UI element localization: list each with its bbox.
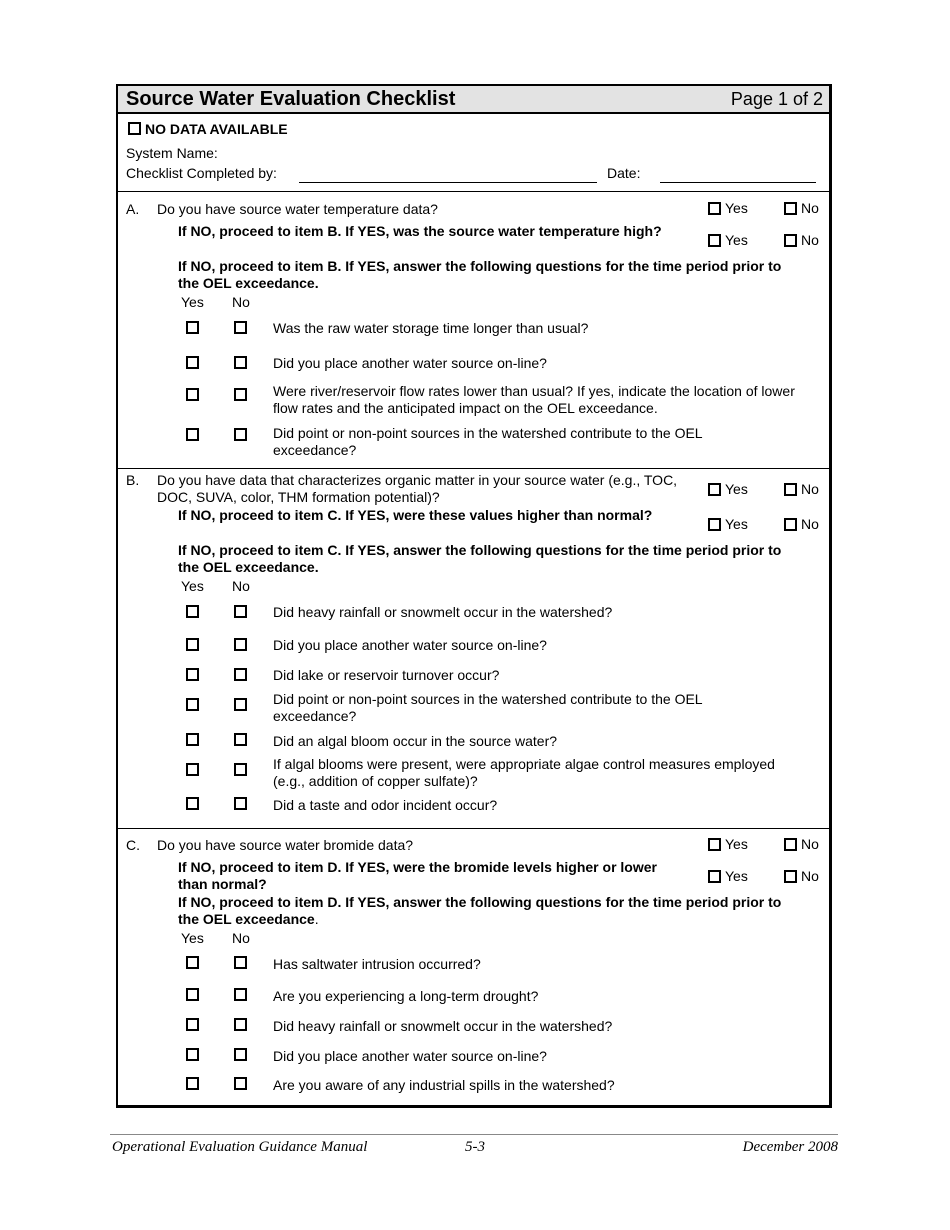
section-b-sub-no-checkbox[interactable] bbox=[784, 518, 797, 531]
no-data-label: NO DATA AVAILABLE bbox=[145, 121, 288, 137]
yes-column-header: Yes bbox=[181, 294, 204, 310]
no-column-header: No bbox=[232, 930, 250, 946]
footer-manual-title: Operational Evaluation Guidance Manual bbox=[112, 1139, 368, 1155]
item-yes-checkbox[interactable] bbox=[186, 733, 199, 746]
yes-label: Yes bbox=[725, 232, 748, 248]
yes-column-header: Yes bbox=[181, 930, 204, 946]
section-c-sub-no-checkbox[interactable] bbox=[784, 870, 797, 883]
section-instruction: If NO, proceed to item B. If YES, answer the following questions for the time period prior to the OEL exceedance. bbox=[178, 258, 782, 291]
checklist-item: Was the raw water storage time longer than usual? bbox=[273, 320, 589, 336]
checklist-form bbox=[116, 84, 832, 1108]
section-a-no-checkbox[interactable] bbox=[784, 202, 797, 215]
item-yes-checkbox[interactable] bbox=[186, 763, 199, 776]
no-label: No bbox=[801, 200, 819, 216]
checklist-item: Did you place another water source on-line? bbox=[273, 637, 547, 653]
item-yes-checkbox[interactable] bbox=[186, 388, 199, 401]
yes-column-header: Yes bbox=[181, 578, 204, 594]
yes-label: Yes bbox=[725, 516, 748, 532]
section-letter: B. bbox=[126, 472, 140, 488]
divider bbox=[118, 828, 829, 829]
item-no-checkbox[interactable] bbox=[234, 605, 247, 618]
no-column-header: No bbox=[232, 578, 250, 594]
section-c-yes-checkbox[interactable] bbox=[708, 838, 721, 851]
item-no-checkbox[interactable] bbox=[234, 1077, 247, 1090]
section-instruction: If NO, proceed to item C. If YES, answer the following questions for the time period prior to the OEL exceedance. bbox=[178, 542, 782, 575]
no-column-header: No bbox=[232, 294, 250, 310]
checklist-item: Did heavy rainfall or snowmelt occur in the watershed? bbox=[273, 1018, 613, 1034]
page-number: Page 1 of 2 bbox=[730, 89, 823, 109]
checklist-item: Did heavy rainfall or snowmelt occur in the watershed? bbox=[273, 604, 613, 620]
checklist-item: Are you aware of any industrial spills in the watershed? bbox=[273, 1077, 615, 1093]
footer-divider bbox=[110, 1134, 838, 1135]
item-yes-checkbox[interactable] bbox=[186, 1018, 199, 1031]
system-name-label: System Name: bbox=[126, 145, 218, 161]
checklist-item: Are you experiencing a long-term drought? bbox=[273, 988, 539, 1004]
checklist-item: Did point or non-point sources in the watershed contribute to the OEL exceedance? bbox=[273, 425, 703, 458]
item-no-checkbox[interactable] bbox=[234, 698, 247, 711]
date-field[interactable] bbox=[660, 182, 816, 183]
no-label: No bbox=[801, 868, 819, 884]
section-question: Do you have data that characterizes organic matter in your source water (e.g., TOC, DOC, SUVA, color, THM formation potential)? bbox=[157, 472, 678, 505]
no-label: No bbox=[801, 232, 819, 248]
item-no-checkbox[interactable] bbox=[234, 668, 247, 681]
item-yes-checkbox[interactable] bbox=[186, 321, 199, 334]
section-sub-question: If NO, proceed to item D. If YES, were the bromide levels higher or lower than normal? bbox=[178, 859, 657, 892]
yes-label: Yes bbox=[725, 481, 748, 497]
item-yes-checkbox[interactable] bbox=[186, 988, 199, 1001]
no-label: No bbox=[801, 481, 819, 497]
item-no-checkbox[interactable] bbox=[234, 956, 247, 969]
divider bbox=[118, 191, 829, 192]
item-yes-checkbox[interactable] bbox=[186, 638, 199, 651]
checklist-item: Did point or non-point sources in the watershed contribute to the OEL exceedance? bbox=[273, 691, 703, 724]
divider bbox=[118, 468, 829, 469]
item-yes-checkbox[interactable] bbox=[186, 605, 199, 618]
item-no-checkbox[interactable] bbox=[234, 321, 247, 334]
item-yes-checkbox[interactable] bbox=[186, 956, 199, 969]
item-no-checkbox[interactable] bbox=[234, 428, 247, 441]
checklist-item: Did lake or reservoir turnover occur? bbox=[273, 667, 500, 683]
item-no-checkbox[interactable] bbox=[234, 763, 247, 776]
item-yes-checkbox[interactable] bbox=[186, 698, 199, 711]
item-yes-checkbox[interactable] bbox=[186, 797, 199, 810]
completed-by-label: Checklist Completed by: bbox=[126, 165, 277, 181]
section-a-yes-checkbox[interactable] bbox=[708, 202, 721, 215]
no-label: No bbox=[801, 836, 819, 852]
section-b-sub-yes-checkbox[interactable] bbox=[708, 518, 721, 531]
yes-label: Yes bbox=[725, 868, 748, 884]
section-instruction-period: . bbox=[314, 911, 319, 927]
section-letter: A. bbox=[126, 201, 140, 217]
section-a-sub-no-checkbox[interactable] bbox=[784, 234, 797, 247]
item-yes-checkbox[interactable] bbox=[186, 1048, 199, 1061]
checklist-item: Did a taste and odor incident occur? bbox=[273, 797, 498, 813]
checklist-item: If algal blooms were present, were appropriate algae control measures employed (e.g., addition of copper sulfate)? bbox=[273, 756, 775, 789]
section-instruction bbox=[178, 894, 798, 928]
section-c-no-checkbox[interactable] bbox=[784, 838, 797, 851]
no-label: No bbox=[801, 516, 819, 532]
checklist-item: Did an algal bloom occur in the source water? bbox=[273, 733, 558, 749]
yes-label: Yes bbox=[725, 200, 748, 216]
item-yes-checkbox[interactable] bbox=[186, 356, 199, 369]
checklist-item: Did you place another water source on-line? bbox=[273, 355, 547, 371]
checklist-item: Did you place another water source on-line? bbox=[273, 1048, 547, 1064]
section-letter: C. bbox=[126, 837, 140, 853]
section-question: Do you have source water temperature data? bbox=[157, 201, 438, 217]
footer-page-number: 5-3 bbox=[465, 1139, 485, 1155]
item-yes-checkbox[interactable] bbox=[186, 1077, 199, 1090]
no-data-checkbox[interactable] bbox=[128, 122, 141, 135]
completed-by-field[interactable] bbox=[299, 182, 597, 183]
section-a-sub-yes-checkbox[interactable] bbox=[708, 234, 721, 247]
section-sub-question: If NO, proceed to item B. If YES, was the source water temperature high? bbox=[178, 223, 662, 239]
item-yes-checkbox[interactable] bbox=[186, 668, 199, 681]
section-sub-question: If NO, proceed to item C. If YES, were these values higher than normal? bbox=[178, 507, 653, 523]
checklist-item: Has saltwater intrusion occurred? bbox=[273, 956, 481, 972]
page-title: Source Water Evaluation Checklist bbox=[126, 88, 456, 110]
date-label: Date: bbox=[607, 165, 641, 181]
yes-label: Yes bbox=[725, 836, 748, 852]
footer-date: December 2008 bbox=[742, 1139, 838, 1155]
title-bar bbox=[118, 86, 829, 114]
checklist-item: Were river/reservoir flow rates lower than usual? If yes, indicate the location of lower flow rates and the anticipated impact on the OEL exceedance. bbox=[273, 383, 795, 416]
section-b-no-checkbox[interactable] bbox=[784, 483, 797, 496]
section-question: Do you have source water bromide data? bbox=[157, 837, 414, 853]
item-no-checkbox[interactable] bbox=[234, 638, 247, 651]
section-c-sub-yes-checkbox[interactable] bbox=[708, 870, 721, 883]
item-no-checkbox[interactable] bbox=[234, 988, 247, 1001]
item-no-checkbox[interactable] bbox=[234, 797, 247, 810]
item-no-checkbox[interactable] bbox=[234, 1048, 247, 1061]
item-yes-checkbox[interactable] bbox=[186, 428, 199, 441]
section-b-yes-checkbox[interactable] bbox=[708, 483, 721, 496]
section-instruction-text: If NO, proceed to item D. If YES, answer the following questions for the time period prior to the OEL exceedance bbox=[178, 894, 782, 927]
item-no-checkbox[interactable] bbox=[234, 356, 247, 369]
item-no-checkbox[interactable] bbox=[234, 1018, 247, 1031]
item-no-checkbox[interactable] bbox=[234, 388, 247, 401]
item-no-checkbox[interactable] bbox=[234, 733, 247, 746]
